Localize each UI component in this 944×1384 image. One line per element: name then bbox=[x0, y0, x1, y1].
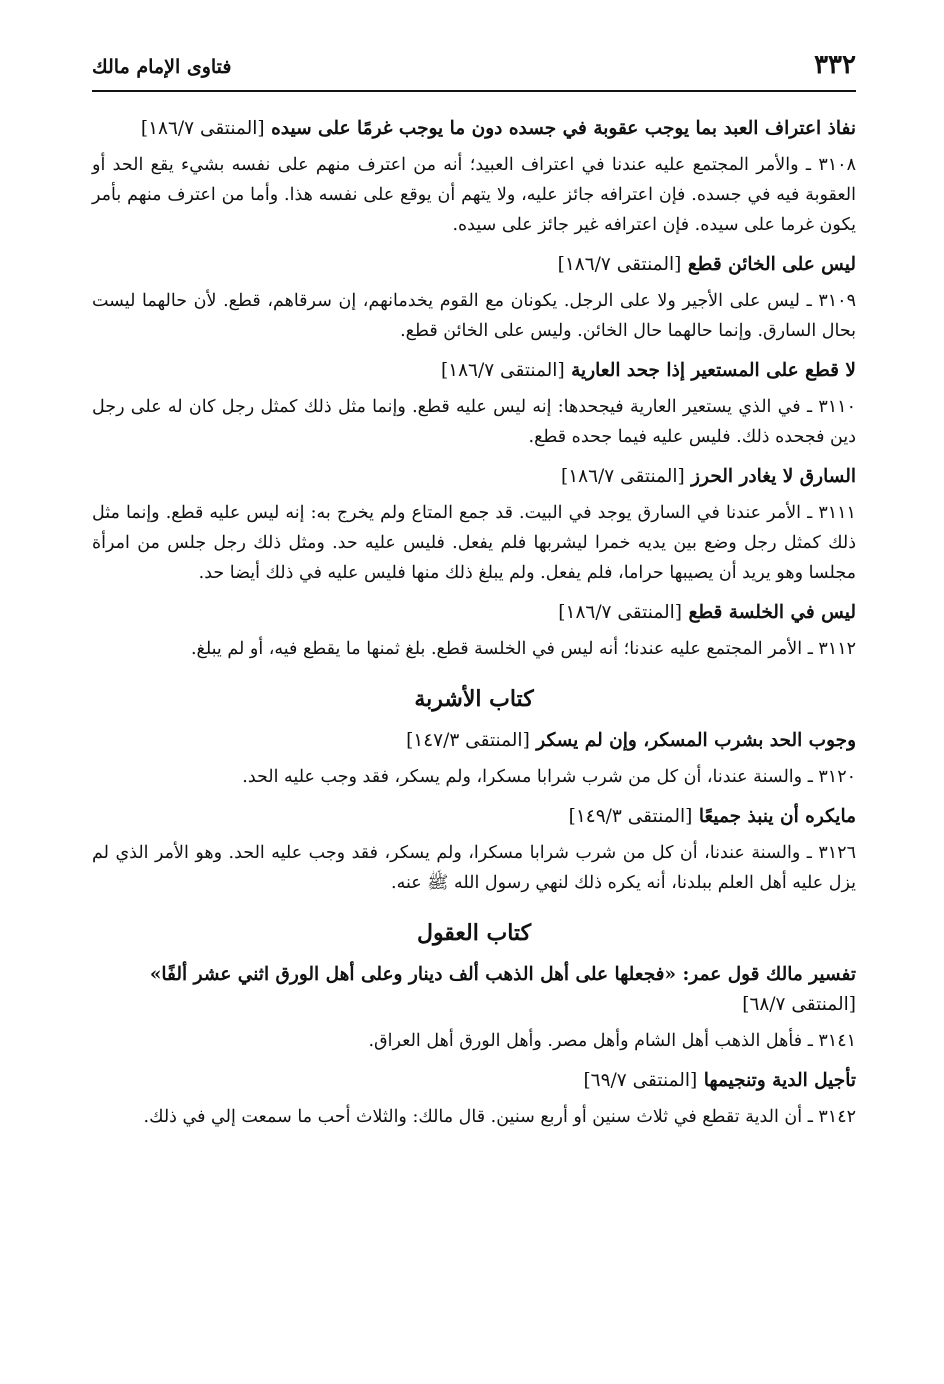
heading-text: لا قطع على المستعير إذا جحد العارية bbox=[571, 360, 856, 381]
paragraph bbox=[92, 150, 856, 240]
heading-source: [المنتقى ١٤٩/٣] bbox=[568, 806, 693, 827]
paragraph-text: ليس على الأجير ولا على الرجل. يكونان مع القوم يخدمانهم، إن سرقاهم، قطع. لأن حالهما ليست بحال السارق. وإنما حالهما حال الخائن. وليس على الخائن قطع. bbox=[92, 291, 856, 341]
section-heading bbox=[92, 356, 856, 386]
paragraph-number: ٣١٠٩ ـ bbox=[806, 291, 856, 311]
paragraph bbox=[92, 392, 856, 452]
section-heading bbox=[92, 462, 856, 492]
paragraph bbox=[92, 498, 856, 588]
section-heading bbox=[92, 802, 856, 832]
paragraph bbox=[92, 762, 856, 792]
book-title-drinks: كتاب الأشربة bbox=[414, 686, 534, 712]
running-head bbox=[92, 50, 856, 92]
paragraph bbox=[92, 1102, 856, 1132]
section-heading bbox=[92, 598, 856, 628]
heading-text: نفاذ اعتراف العبد بما يوجب عقوبة في جسده دون ما يوجب غرمًا على سيده bbox=[271, 118, 856, 139]
paragraph bbox=[92, 1026, 856, 1056]
paragraph-number: ٣١٢٦ ـ bbox=[806, 843, 856, 863]
heading-source: [المنتقى ١٤٧/٣] bbox=[406, 730, 530, 751]
paragraph-text: والسنة عندنا، أن كل من شرب شرابا مسكرا، ولم يسكر، فقد وجب عليه الحد. bbox=[242, 767, 803, 787]
paragraph-text: والسنة عندنا، أن كل من شرب شرابا مسكرا، ولم يسكر، فقد وجب عليه الحد. وهو الأمر الذي لم يزل عليه أهل العلم ببلدنا، أنه يكره ذلك لنهي رسول الله ﷺ عنه. bbox=[92, 843, 856, 893]
heading-text: مايكره أن ينبذ جميعًا bbox=[698, 806, 856, 827]
paragraph-number: ٣١٢٠ ـ bbox=[807, 767, 856, 787]
section-heading bbox=[92, 960, 856, 1020]
paragraph-number: ٣١٤١ ـ bbox=[807, 1031, 856, 1051]
paragraph-number: ٣١١١ ـ bbox=[807, 503, 856, 523]
paragraph-number: ٣١٠٨ ـ bbox=[805, 155, 856, 175]
heading-source: [المنتقى ١٨٦/٧] bbox=[558, 602, 683, 623]
heading-source: [المنتقى ١٨٦/٧] bbox=[557, 254, 682, 275]
paragraph bbox=[92, 838, 856, 898]
heading-source: [المنتقى ٦٩/٧] bbox=[583, 1070, 698, 1091]
section-heading bbox=[92, 726, 856, 756]
heading-text: تفسير مالك قول عمر: «فجعلها على أهل الذهب ألف دينار وعلى أهل الورق اثني عشر ألفًا» bbox=[149, 964, 856, 985]
heading-source: [المنتقى ٦٨/٧] bbox=[742, 994, 856, 1015]
book-title: فتاوى الإمام مالك bbox=[92, 56, 232, 78]
paragraph-text: في الذي يستعير العارية فيجحدها: إنه ليس عليه قطع. وإنما مثل ذلك كمثل رجل كان له على رجل دين فجحده ذلك. فليس عليه فيما جحده قطع. bbox=[92, 397, 856, 447]
paragraph-text: الأمر عندنا في السارق يوجد في البيت. قد جمع المتاع ولم يخرج به: إنه ليس عليه قطع. وإنما مثل ذلك كمثل رجل وضع بين يديه خمرا ليشربها فلم يفعل. فليس عليه حد. ومثل ذلك رجل جلس من امرأة مجلسا وهو يريد أن يصيبها حراما، فلم يفعل. ولم يبلغ ذلك منها فليس عليه في ذلك أيضا حد. bbox=[92, 503, 857, 583]
paragraph-text: فأهل الذهب أهل الشام وأهل مصر. وأهل الورق أهل العراق. bbox=[368, 1031, 803, 1051]
section-heading bbox=[92, 250, 856, 280]
heading-source: [المنتقى ١٨٦/٧] bbox=[140, 118, 265, 139]
heading-text: ليس في الخلسة قطع bbox=[688, 602, 856, 623]
page-number: ٣٣٢ bbox=[814, 50, 856, 80]
page-content bbox=[92, 92, 856, 1132]
heading-source: [المنتقى ١٨٦/٧] bbox=[561, 466, 685, 487]
heading-text: وجوب الحد بشرب المسكر، وإن لم يسكر bbox=[536, 730, 856, 751]
paragraph-number: ٣١٤٢ ـ bbox=[807, 1107, 856, 1127]
paragraph-text: الأمر المجتمع عليه عندنا؛ أنه ليس في الخلسة قطع. بلغ ثمنها ما يقطع فيه، أو لم يبلغ. bbox=[190, 639, 803, 659]
paragraph-text: أن الدية تقطع في ثلاث سنين أو أربع سنين. قال مالك: والثلاث أحب ما سمعت إلي في ذلك. bbox=[143, 1107, 803, 1127]
paragraph bbox=[92, 634, 856, 664]
heading-text: السارق لا يغادر الحرز bbox=[691, 466, 856, 487]
section-heading bbox=[92, 1066, 856, 1096]
paragraph-text: والأمر المجتمع عليه عندنا في اعتراف العبيد؛ أنه من اعترف منهم على نفسه بشيء يقع الحد أو العقوبة فيه في جسده. فإن اعترافه جائز عليه، ولا يتهم أن يوقع على نفسه هذا. وأما من اعترف منهم بأمر يكون غرما على سيده. فإن اعترافه غير جائز على سيده. bbox=[92, 155, 856, 235]
heading-text: تأجيل الدية وتنجيمها bbox=[703, 1070, 856, 1091]
paragraph bbox=[92, 286, 856, 346]
paragraph-number: ٣١١٢ ـ bbox=[807, 639, 856, 659]
heading-text: ليس على الخائن قطع bbox=[687, 254, 856, 275]
paragraph-number: ٣١١٠ ـ bbox=[806, 397, 856, 417]
book-title-blood-money: كتاب العقول bbox=[416, 920, 532, 946]
heading-source: [المنتقى ١٨٦/٧] bbox=[440, 360, 565, 381]
section-heading bbox=[92, 114, 856, 144]
